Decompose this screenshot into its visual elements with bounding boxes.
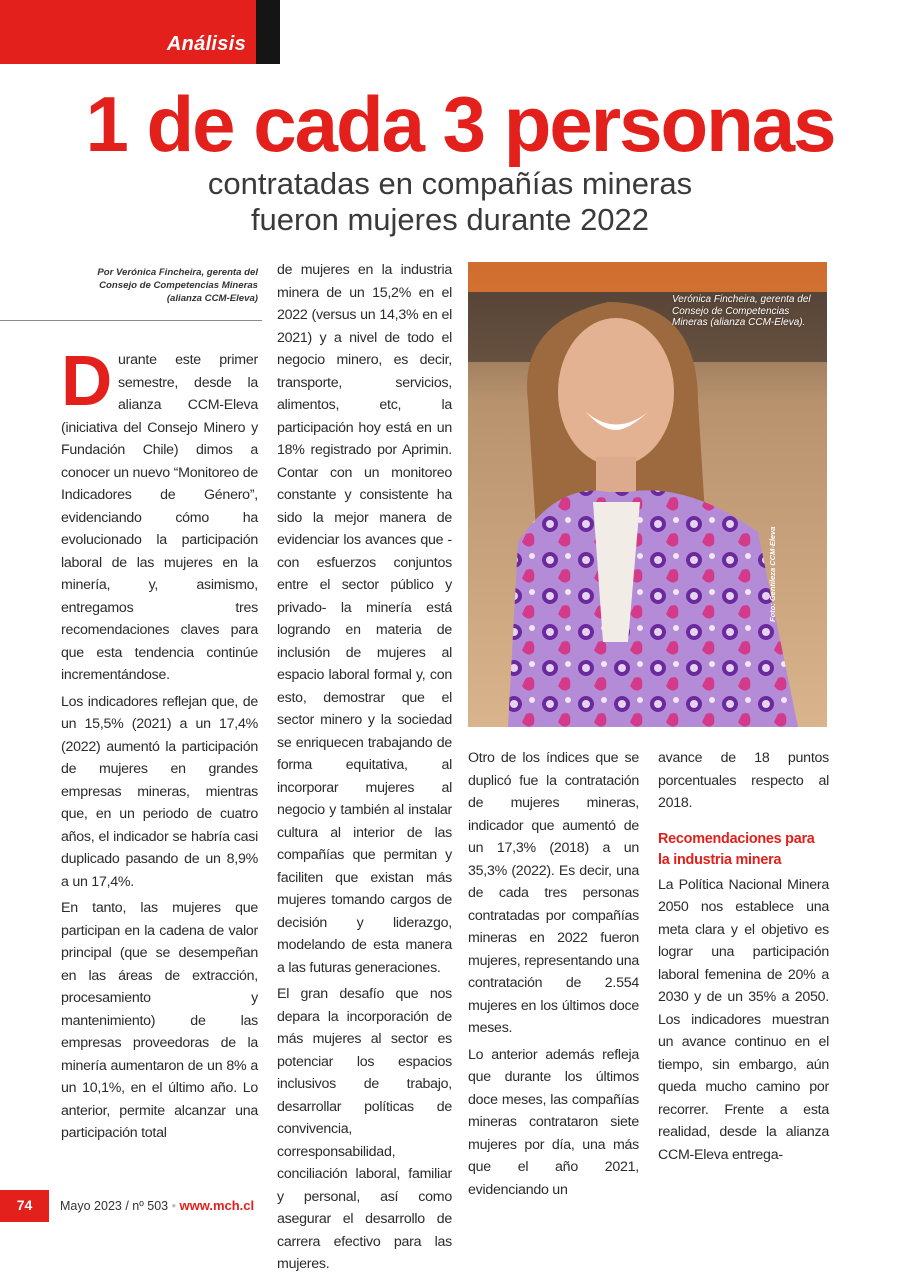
paragraph-text: urante este primer semestre, desde la alianza CCM-Eleva (iniciativa del Consejo Minero y Fundación Chile) dimos a conocer un nuevo “Monitoreo de Indicadores de Género”, evidenciando cómo ha evolucionado la participación laboral de las mujeres en la minería, y, asimismo, entregamos tres recomendaciones claves para que esta tendencia continúe incrementándose. bbox=[61, 352, 258, 683]
section-label: Análisis bbox=[166, 33, 246, 55]
paragraph: Lo anterior además refleja que durante los últimos doce meses, las compañías mineras contrataron siete mujeres por día, una más que el año 2021, evidenciando un bbox=[468, 1046, 639, 1198]
issue-label: Mayo 2023 / nº 503 bbox=[60, 1199, 169, 1213]
paragraph: de mujeres en la industria minera de un 15,2% en el 2022 (versus un 14,3% en el 2021) y a nivel de todo el negocio minero, es decir, transporte, servicios, alimentos, etc, la participación hoy está en un 18% registrado por Aprimin. Contar con un monitoreo constante y consistente ha sido la mejor manera de evidenciar los avances que -con esfuerzos conjuntos entre el sector público y privado- la minería está logrando en materia de inclusión de mujeres al espacio laboral formal y, con esto, demostrar que el sector minero y la sociedad se enriquecen trabajando de forma equitativa, al incorporar mujeres al negocio y también al instalar cultura al interior de las compañías que permitan y faciliten que existan más mujeres tomando cargos de decisión y liderazgo, modelando de esta manera a las futuras generaciones. bbox=[277, 262, 452, 976]
paragraph: Los indicadores reflejan que, de un 15,5% (2021) a un 17,4% (2022) aumentó la participación de mujeres en grandes empresas mineras, mientras que, en un periodo de cuatro años, el indicador se habría casi duplicado pasando de un 8,9% a un 17,4%. bbox=[61, 693, 258, 890]
subheadline-line-1: contratadas en compañías mineras bbox=[207, 166, 693, 201]
byline-divider bbox=[0, 320, 262, 321]
section-heading: Recomendaciones para la industria minera bbox=[658, 830, 815, 868]
website-link[interactable]: www.mch.cl bbox=[179, 1198, 255, 1213]
article-column-4 bbox=[658, 747, 829, 1170]
subheadline-line-2: fueron mujeres durante 2022 bbox=[250, 202, 650, 237]
photo-caption: Verónica Fincheira, gerenta del Consejo de Competencias Mineras (alianza CCM-Eleva). bbox=[672, 294, 811, 328]
page-number: 74 bbox=[16, 1197, 33, 1213]
paragraph: La Política Nacional Minera 2050 nos establece una meta clara y el objetivo es lograr una participación laboral femenina de 20% a 2030 y de un 35% a 2050. Los indicadores muestran un avance continuo en el tiempo, sin embargo, aún queda mucho camino por recorrer. Frente a esta realidad, desde la alianza CCM-Eleva entrega- bbox=[658, 876, 829, 1163]
paragraph: Otro de los índices que se duplicó fue la contratación de mujeres mineras, indicador que aumentó de un 17,3% (2018) a un 35,3% (2022). Es decir, una de cada tres personas contratadas por compañías mineras en 2022 fueron mujeres, representando una contratación de 2.554 mujeres en los últimos doce meses. bbox=[468, 750, 639, 1036]
paragraph: avance de 18 puntos porcentuales respecto al 2018. bbox=[658, 750, 829, 811]
article-column-3 bbox=[468, 747, 639, 1205]
portrait-illustration bbox=[468, 262, 827, 727]
portrait-photo bbox=[468, 262, 827, 727]
section-bar-accent bbox=[256, 0, 280, 64]
article-column-2 bbox=[277, 259, 452, 1280]
footer-issue-info bbox=[60, 1198, 254, 1213]
headline: 1 de cada 3 personas bbox=[85, 80, 835, 168]
byline: Por Verónica Fincheira, gerenta del Consejo de Competencias Mineras (alianza CCM-Eleva) bbox=[97, 267, 258, 304]
drop-cap: D bbox=[61, 342, 113, 421]
paragraph bbox=[61, 342, 258, 687]
paragraph: El gran desafío que nos depara la incorporación de más mujeres al sector es potenciar los espacios inclusivos de trabajo, desarrollar políticas de convivencia, corresponsabilidad, conciliación laboral, familiar y personal, así como asegurar el desarrollo de carrera efectivo para las mujeres. bbox=[277, 986, 452, 1272]
section-bar bbox=[0, 0, 256, 64]
article-column-1 bbox=[61, 342, 258, 1149]
photo-credit: Foto: Gentileza CCM-Eleva bbox=[768, 526, 777, 622]
paragraph: En tanto, las mujeres que participan en la cadena de valor principal (que se desempeñan en las áreas de extracción, procesamiento y mantenimiento) de las empresas proveedoras de la minería aumentaron de un 8% a un 10,1%, en el último año. Lo anterior, permite alcanzar una participación total bbox=[61, 900, 258, 1141]
separator-dot: • bbox=[171, 1199, 176, 1213]
